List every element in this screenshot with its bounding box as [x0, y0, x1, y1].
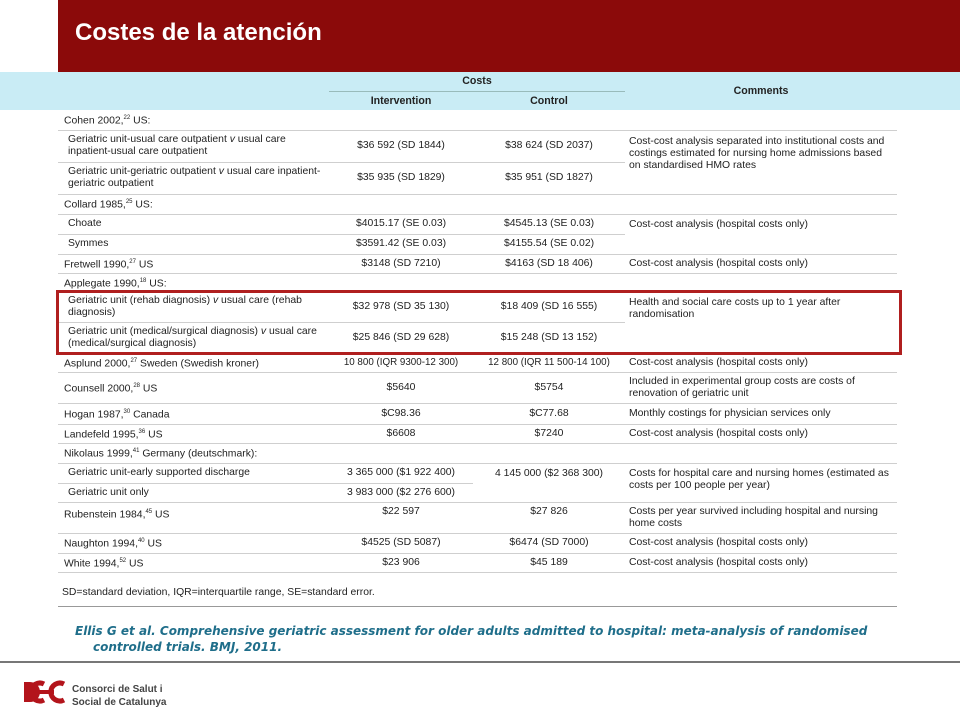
control-cost: $35 951 (SD 1827)	[473, 162, 625, 194]
comment-cell: Costs per year survived including hospital and nursing home costs	[625, 502, 897, 533]
table-row	[58, 353, 897, 372]
table-row	[58, 110, 897, 130]
table-row	[58, 372, 897, 403]
table-row	[58, 553, 897, 572]
intervention-cost: 10 800 (IQR 9300-12 300)	[329, 353, 473, 372]
study-cell: Geriatric unit-usual care outpatient v usual care inpatient-usual care outpatient	[58, 130, 329, 162]
intervention-cost: $36 592 (SD 1844)	[329, 130, 473, 162]
study-cell	[58, 110, 897, 130]
table-bottom-rule	[58, 606, 897, 607]
table-row	[58, 424, 897, 443]
study-name: Applegate 1990,	[64, 278, 140, 290]
table-row	[58, 130, 897, 162]
control-cost: $C77.68	[473, 403, 625, 424]
reference-number: 52	[119, 557, 127, 564]
study-name: Landefeld 1995,	[64, 429, 139, 441]
comment-cell: Cost-cost analysis (hospital costs only)	[625, 553, 897, 572]
table-row	[58, 533, 897, 553]
table-row	[58, 214, 897, 234]
control-cost: $6474 (SD 7000)	[473, 533, 625, 553]
reference-number: 27	[129, 258, 136, 265]
intervention-cost: $35 935 (SD 1829)	[329, 162, 473, 194]
header-costs: Costs	[329, 72, 625, 91]
header-blank	[58, 72, 329, 91]
organization-name-line-2: Social de Catalunya	[72, 697, 167, 708]
intervention-cost: 3 365 000 ($1 922 400)	[329, 463, 473, 483]
study-cell	[58, 254, 329, 273]
csc-logo-mark	[22, 680, 68, 704]
control-cost: $18 409 (SD 16 555)	[473, 292, 625, 322]
intervention-cost: $4525 (SD 5087)	[329, 533, 473, 553]
study-cell: Symmes	[58, 234, 329, 254]
study-cell	[58, 443, 897, 463]
study-country: US	[140, 383, 158, 395]
comment-cell: Included in experimental group costs are costs of renovation of geriatric unit	[625, 372, 897, 403]
study-cell	[58, 533, 329, 553]
table-footnote: SD=standard deviation, IQR=interquartile range, SE=standard error.	[62, 587, 375, 598]
study-cell	[58, 372, 329, 403]
reference-number: 25	[125, 199, 133, 206]
study-cell: Geriatric unit only	[58, 483, 329, 502]
study-cell: Geriatric unit-early supported discharge	[58, 463, 329, 483]
study-name: Collard 1985,	[64, 199, 126, 211]
study-country: US:	[146, 278, 167, 290]
study-country: US	[152, 508, 170, 520]
study-country: US	[135, 259, 154, 271]
study-cell: Geriatric unit (medical/surgical diagnosis) v usual care (medical/surgical diagnosis)	[58, 322, 329, 353]
comment-cell: Cost-cost analysis separated into institutional costs and costings estimated for nursing home admissions based on standardised HMO rates	[625, 130, 897, 194]
study-cell: Geriatric unit (rehab diagnosis) v usual care (rehab diagnosis)	[58, 292, 329, 322]
control-cost: $4163 (SD 18 406)	[473, 254, 625, 273]
intervention-cost: $3148 (SD 7210)	[329, 254, 473, 273]
reference-number: 28	[133, 382, 141, 389]
study-country: Germany (deutschmark):	[139, 448, 258, 460]
reference-number: 30	[123, 408, 131, 415]
table-row	[58, 254, 897, 273]
study-name: Asplund 2000,	[64, 358, 131, 370]
study-name: Counsell 2000,	[64, 383, 134, 395]
control-cost: $27 826	[473, 502, 625, 533]
comment-cell: Cost-cost analysis (hospital costs only)	[625, 533, 897, 553]
comment-cell: Monthly costings for physician services only	[625, 403, 897, 424]
csc-logo	[22, 680, 68, 709]
intervention-cost: $23 906	[329, 553, 473, 572]
intervention-cost: $32 978 (SD 35 130)	[329, 292, 473, 322]
study-cell	[58, 353, 329, 372]
reference-number: 36	[138, 428, 146, 435]
study-name: Cohen 2002,	[64, 115, 124, 127]
table-row	[58, 194, 897, 214]
citation-line-1: Ellis G et al. Comprehensive geriatric assessment for older adults admitted to hospital: meta-analysis of randomised	[75, 624, 868, 638]
header-comments: Comments	[625, 72, 897, 110]
table-row	[58, 443, 897, 463]
intervention-cost: 3 983 000 ($2 276 600)	[329, 483, 473, 502]
header-blank-2	[58, 91, 329, 110]
study-country: Canada	[130, 409, 170, 421]
reference-number: 45	[145, 508, 153, 515]
title-bar-left-tab	[0, 0, 58, 72]
study-name: Nikolaus 1999,	[64, 448, 133, 460]
study-country: Sweden (Swedish kroner)	[137, 358, 259, 370]
comment-cell: Cost-cost analysis (hospital costs only)	[625, 254, 897, 273]
control-cost: $38 624 (SD 2037)	[473, 130, 625, 162]
study-cell	[58, 194, 897, 214]
citation-line-2: controlled trials. BMJ, 2011.	[93, 640, 283, 654]
intervention-cost: $4015.17 (SE 0.03)	[329, 214, 473, 234]
table-row	[58, 502, 897, 533]
slide-title: Costes de la atención	[75, 19, 322, 46]
study-country: US	[126, 558, 144, 570]
control-cost: $4545.13 (SE 0.03)	[473, 214, 625, 234]
study-name: Rubenstein 1984,	[64, 508, 146, 520]
study-country: US:	[130, 115, 151, 127]
reference-number: 27	[130, 357, 138, 364]
footer-rule	[0, 661, 960, 663]
intervention-cost: $25 846 (SD 29 628)	[329, 322, 473, 353]
study-country: US	[144, 538, 162, 550]
study-country: US	[145, 429, 163, 441]
study-cell	[58, 553, 329, 572]
title-bar	[0, 0, 960, 72]
comment-cell: Cost-cost analysis (hospital costs only)	[625, 353, 897, 372]
comment-cell: Cost-cost analysis (hospital costs only)	[625, 214, 897, 254]
reference-number: 41	[132, 448, 140, 455]
study-name: Hogan 1987,	[64, 409, 124, 421]
table-row	[58, 403, 897, 424]
intervention-cost: $5640	[329, 372, 473, 403]
reference-number: 22	[123, 115, 131, 122]
study-country: US:	[132, 199, 153, 211]
control-cost: $7240	[473, 424, 625, 443]
table-row	[58, 463, 897, 483]
control-cost: 12 800 (IQR 11 500-14 100)	[473, 353, 625, 372]
intervention-cost: $3591.42 (SE 0.03)	[329, 234, 473, 254]
reference-number: 40	[137, 538, 145, 545]
study-cell: Choate	[58, 214, 329, 234]
control-cost: $5754	[473, 372, 625, 403]
organization-name	[72, 683, 166, 709]
comment-cell: Health and social care costs up to 1 year after randomisation	[625, 292, 897, 353]
study-name: Fretwell 1990,	[64, 259, 130, 271]
comment-cell: Costs for hospital care and nursing homes (estimated as costs per 100 people per year)	[625, 463, 897, 502]
control-cost: $45 189	[473, 553, 625, 572]
study-cell	[58, 502, 329, 533]
control-cost: $4155.54 (SE 0.02)	[473, 234, 625, 254]
intervention-cost: $22 597	[329, 502, 473, 533]
study-cell	[58, 424, 329, 443]
applegate-highlight-box	[56, 290, 902, 355]
intervention-cost: $6608	[329, 424, 473, 443]
header-intervention: Intervention	[329, 91, 473, 110]
study-cell: Geriatric unit-geriatric outpatient v usual care inpatient-geriatric outpatient	[58, 162, 329, 194]
comment-cell: Cost-cost analysis (hospital costs only)	[625, 424, 897, 443]
header-control: Control	[473, 91, 625, 110]
control-cost: 4 145 000 ($2 368 300)	[473, 463, 625, 502]
study-name: White 1994,	[64, 558, 120, 570]
citation	[75, 623, 875, 655]
intervention-cost: $C98.36	[329, 403, 473, 424]
control-cost: $15 248 (SD 13 152)	[473, 322, 625, 353]
organization-name-line-1: Consorci de Salut i	[72, 684, 163, 695]
reference-number: 18	[139, 277, 147, 284]
study-cell	[58, 403, 329, 424]
study-name: Naughton 1994,	[64, 538, 138, 550]
